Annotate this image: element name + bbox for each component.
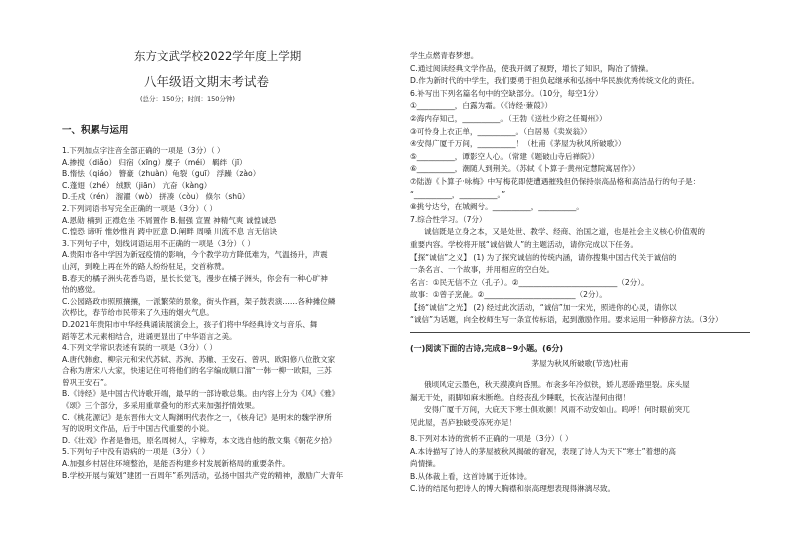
question-line: C.惶恐 谛听 惟妙惟肖 踌中匠意 D.阐畔 周嗓 川流不息 言无信诀 — [62, 227, 278, 237]
question-line: 重要内容。学校将开展“诚信做人”的主题活动，请你完成以下任务。 — [410, 239, 639, 249]
question-line: “诚信”为话题，向全校师生写一条宣传标语，起到激励作用。要求运用一种修辞方法。（3分） — [410, 315, 723, 325]
question-line: C.通过阅读经典文学作品，使我开阔了视野，增长了知识，陶冶了情操。 — [410, 63, 654, 73]
question-line: D.作为新时代的中学生，我们要勇于担负起继承和弘扬中华民族优秀传统文化的责任。 — [410, 76, 700, 86]
question-line: B.惰怯（qiáo） 簪豪（zhuàn）龟裂（guī） 浮躁（zào） — [62, 169, 261, 179]
question-line: 5.下列句子中没有语病的一项是（3分）（ ） — [62, 447, 210, 457]
question-line: A.本诗描写了诗人的茅屋被秋风揭破的窘况，表现了诗人为天下“寒士”着想的高 — [410, 446, 676, 456]
answer-line — [410, 332, 750, 333]
question-line: 《颂》三个部分，多采用重章叠句的形式来加强抒情效果。 — [62, 401, 260, 411]
question-line: 山河，到晚上再在外的路人纷纷驻足，交首称赞。 — [62, 261, 230, 271]
question-line: A.加强乡村居住环境整治，是能否构建乡村发展新格局的重要条件。 — [62, 459, 290, 469]
question-line: B.学校开展与策划“建团一百周年”系列活动，弘扬中国共产党的精神，激励广大青年 — [62, 470, 344, 480]
poem-line: 安得广厦千万间，大庇天下寒士俱欢颜！风雨不动安如山。呜呼！何时眼前突兀 — [424, 405, 690, 414]
question-line: 怡的感觉。 — [62, 285, 100, 295]
exam-meta: (总分：150分；时间：150分钟) — [140, 95, 235, 103]
question-line: 一条名言、一个故事，并用相应的空白处。 — [410, 265, 555, 275]
question-line: 尚情操。 — [410, 459, 441, 468]
question-line: 1.下列加点字注音全部正确的一项是（3分）（ ） — [62, 146, 225, 155]
question-line: A.唐代韩愈、柳宗元和宋代苏轼、苏洵、苏辙、王安石、曾巩、欧阳修八位散文家 — [62, 354, 336, 364]
question-line: D.《壮戏》作者是鲁迅，原名周树人，字樟寿，本文选自他的散文集《朝花夕拾》 — [62, 435, 337, 445]
question-line: 4.下列文学常识表述有误的一项是（3分）（ ） — [62, 343, 217, 353]
question-line: A.恩勋 楠到 正襟危坐 不屑置作 B.倔强 宣置 神精气爽 诚惶诚恐 — [62, 215, 277, 225]
question-line: ⑥__________，潮随人到荆关。（苏轼《卜算子·黄州定慧院寓居作》） — [410, 164, 640, 174]
question-line: ③可怜身上衣正单，__________。（白居易《卖炭翁》） — [410, 126, 592, 136]
poem-line: 漏无干处，雨脚如麻未断绝。自经丧乱少睡眠，长夜沾湿何由彻！ — [410, 392, 631, 402]
poem-text — [410, 379, 750, 429]
reading-section-title: (一)阅读下面的古诗,完成8~9小题。(6分) — [410, 344, 564, 353]
question-line: B.《诗经》是中国古代诗歌开端，最早的一部诗歌总集。由内容上分为《风》《雅》 — [62, 389, 340, 399]
question-line: A.贵阳市各中学因为新冠疫情的影响，今个教学功方降低难为，气温扬升，声震 — [62, 250, 328, 260]
question-line: 故事：①曾子烹彘。②________________________（2分）。 — [410, 290, 607, 300]
question-line: D.2021年贵阳市中华经典诵读展演会上，孩子们将中华经典诗文与音乐、舞 — [62, 319, 318, 329]
question-line: B.从体裁上看，这首诗属于近体诗。 — [410, 471, 532, 481]
question-line: “__________，__________。” — [410, 189, 506, 199]
school-title: 东方文武学校2022学年度上学期 — [134, 49, 302, 63]
question-line: 【探“诚信”之义】 (1) 为了探究诚信的传统内涵，请你搜集中国古代关于诚信的 — [410, 252, 677, 262]
poem-line: 俄顷风定云墨色，秋天漠漠向昏黑。布衾多年冷似铁，娇儿恶卧踏里裂。床头屋 — [424, 380, 690, 389]
question-line: 6.补写出下列名篇名句中的空缺部分。（10分，每空1分） — [410, 88, 603, 98]
question-line: 诚信既是立身之本，又是处世、教学、经商、治国之道，也是社会主义核心价值观的 — [424, 227, 705, 237]
question-line: 【扬“诚信”之光】 (2) 经过此次活动，“诚信”加一宋光，照进你的心灵，请你以 — [410, 302, 677, 312]
question-line: C.诗的结尾句把诗人的博大胸襟和崇高理想表现得淋漓尽致。 — [410, 484, 616, 493]
question-line: B.春天的橘子洲头花香鸟语，星长长觉飞，漫步在橘子洲头，你会有一种心旷神 — [62, 273, 328, 283]
question-list-right — [410, 50, 750, 327]
question-line: ②海内存知己，__________。（王勃《送杜少府之任蜀州》） — [410, 113, 607, 123]
question-line: ①__________，白露为霜。（《诗经·蒹葭》） — [410, 101, 553, 111]
question-line: 7.综合性学习。（7分） — [410, 214, 487, 224]
question-list-left — [62, 145, 395, 481]
question-line: C.公园路政市照照攘攘，一派繁荣的景象，街头作画，架子鼓表演……各种摊位鳞 — [62, 296, 336, 306]
question-line: 蹈等艺术元素相结合，进诵更显出了中华语言之美。 — [62, 331, 237, 341]
question-line: 2.下列词语书写完全正确的一项是（3分）（ ） — [62, 203, 217, 213]
question-line: 学生点燃青春梦想。 — [410, 51, 479, 60]
question-line: ⑤__________，谭影空人心。（常建《题破山寺后禅院》） — [410, 151, 600, 161]
question-line: D.壬戍（rén） 溜濯（wò） 拼凑（còu） 倏尔（shū） — [62, 192, 250, 202]
question-line: 曾巩王安石”。 — [62, 377, 112, 387]
question-line: 次栉比，春节给市民带来了久违的烟火气息。 — [62, 308, 214, 318]
question-8 — [410, 433, 750, 496]
question-line: ⑦陆游《卜算子·咏梅》中写梅花即使遭遇摧残但仍保持崇高品格和高洁品行的句子是： — [410, 176, 701, 186]
question-line: 8.下列对本诗的赏析不正确的一项是（3分）（ ） — [410, 434, 573, 443]
question-line: 合称为唐宋八大家，快速记住可将他们的名字编成顺口溜“一韩一柳一欧阳，三苏 — [62, 366, 332, 376]
section-title: 一、积累与运用 — [62, 125, 129, 136]
question-line: 写的说明文作品，后于中国古代重要的小说。 — [62, 424, 214, 434]
question-line: ⑧挑兮达兮，在城阙兮。__________，__________。 — [410, 202, 584, 212]
question-line: 3.下列句子中，划线词语运用不正确的一项是（3分）（ ） — [62, 238, 255, 248]
poem-line: 见此屋，吾庐独破受冻死亦足！ — [410, 417, 517, 427]
question-line: ④安得广厦千万间，__________！（杜甫《茅屋为秋风所破歌》） — [410, 139, 626, 149]
question-line: A.掺搅（diǎo） 归宿（xīng）糜子（méi） 羁绊（jī） — [62, 157, 247, 167]
poem-title: 茅屋为秋风所破歌(节选)杜甫 — [531, 359, 629, 368]
question-line: C.《桃花源记》是东晋伟大文人陶渊明代表作之一，《核舟记》是明末的魏学洢所 — [62, 412, 332, 422]
exam-title: 八年级语文期末考试卷 — [144, 74, 270, 89]
question-line: C.蓬翅（zhé） 绒默（jiān） 亢奋（kàng） — [62, 180, 212, 190]
question-line: 名言：①民无信不立（孔子）。②__________________________（2分）。 — [410, 277, 649, 287]
